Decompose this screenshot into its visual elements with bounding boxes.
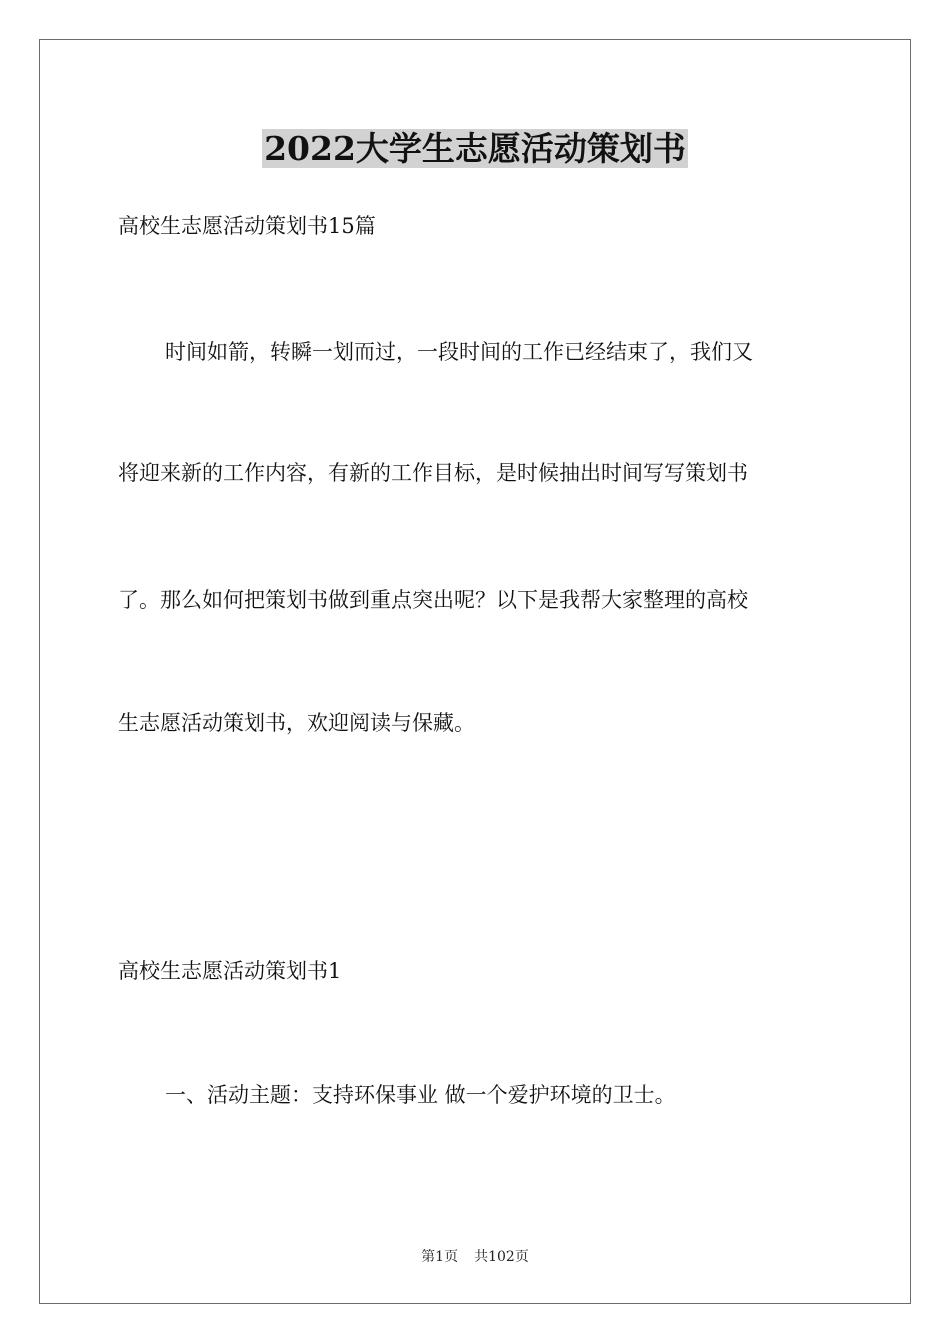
section-heading: 高校生志愿活动策划书1: [118, 959, 342, 983]
intro-line-3: 了。那么如何把策划书做到重点突出呢？以下是我帮大家整理的高校: [118, 588, 748, 612]
page-footer: [0, 1248, 950, 1266]
intro-line-2: 将迎来新的工作内容，有新的工作目标，是时候抽出时间写写策划书: [118, 461, 748, 485]
document-subtitle: 高校生志愿活动策划书15篇: [118, 214, 376, 238]
document-title: [0, 126, 950, 172]
intro-line-4: 生志愿活动策划书，欢迎阅读与保藏。: [118, 711, 475, 735]
section-line-1: 一、活动主题：支持环保事业 做一个爱护环境的卫士。: [165, 1083, 676, 1107]
document-title-text: 2022大学生志愿活动策划书: [264, 129, 686, 168]
page-total: 共102页: [474, 1249, 529, 1265]
page-number: 第1页: [421, 1249, 459, 1265]
intro-line-1: 时间如箭，转瞬一划而过，一段时间的工作已经结束了，我们又: [165, 340, 753, 364]
